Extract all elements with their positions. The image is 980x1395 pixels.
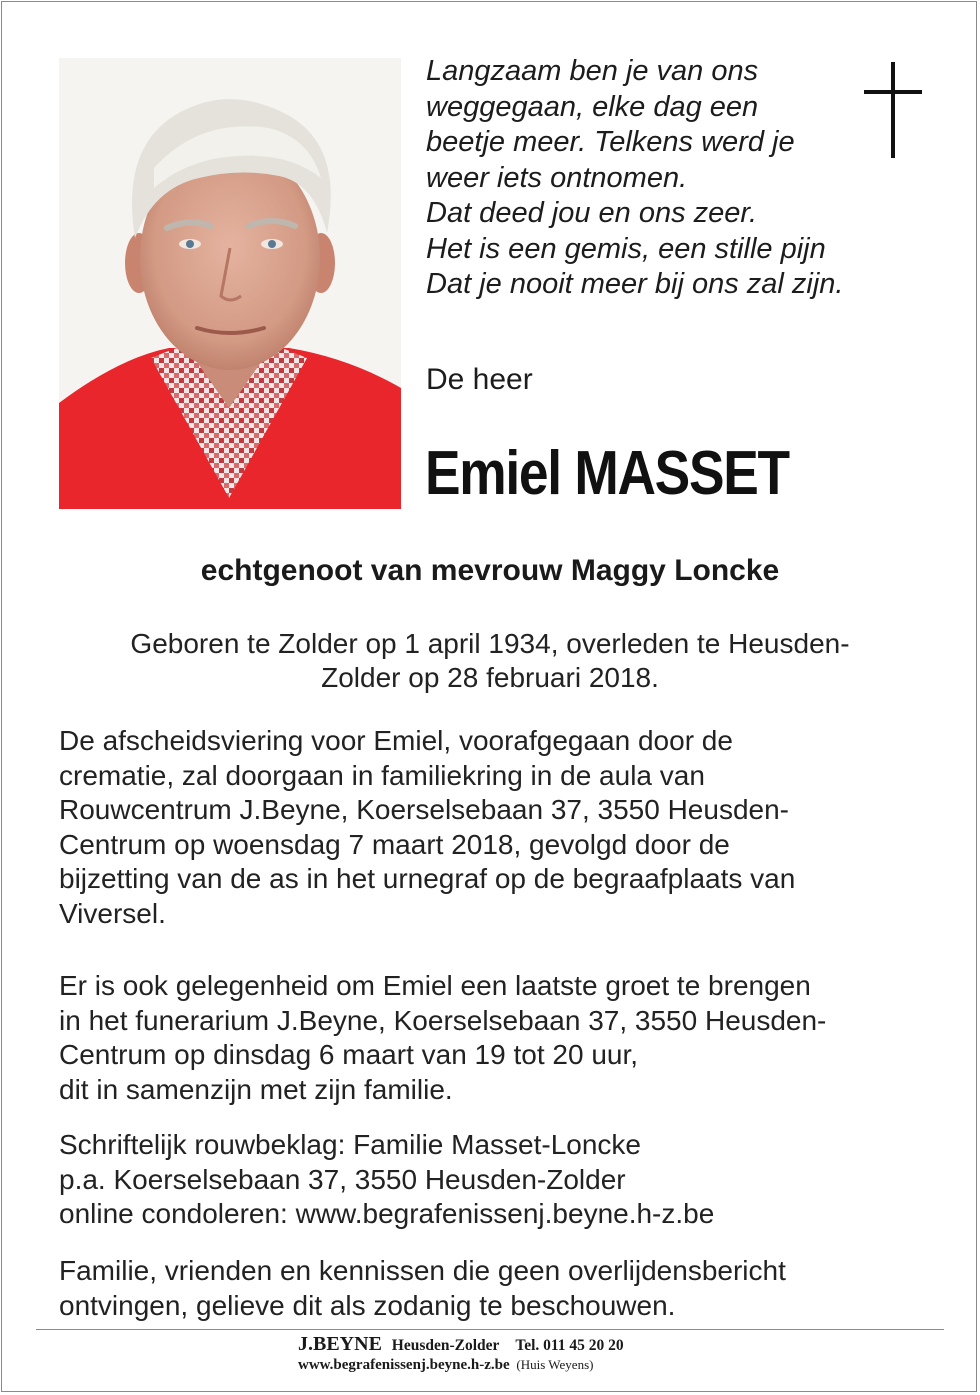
visitation-paragraph (59, 969, 939, 1107)
text-line: Rouwcentrum J.Beyne, Koerselsebaan 37, 3550 Heusden- (59, 794, 789, 825)
poem-line: Dat deed jou en ons zeer. (426, 197, 758, 229)
birth-death-text (60, 627, 920, 695)
poem-line: weggegaan, elke dag een (426, 90, 759, 123)
ceremony-paragraph (59, 724, 939, 931)
text-line: ontvingen, gelieve dit als zodanig te beschouwen. (59, 1289, 676, 1321)
footer-website: www.begrafenissenj.beyne.h-z.be (298, 1357, 510, 1373)
text-line: bijzetting van de as in het urnegraf op de begraafplaats van (59, 863, 796, 894)
footer-phone: Tel. 011 45 20 20 (515, 1337, 624, 1354)
text-line: crematie, zal doorgaan in familiekring in de aula van (59, 759, 705, 791)
condolences-paragraph (59, 1128, 939, 1232)
text-line: online condoleren: www.begrafenissenj.beyne.h-z.be (59, 1198, 715, 1229)
poem-line: Langzaam ben je van ons (426, 55, 759, 87)
poem (426, 54, 906, 303)
text-line: Er is ook gelegenheid om Emiel een laatste groet te brengen (59, 970, 811, 1001)
poem-line: weer iets ontnomen. (426, 161, 688, 194)
latin-cross-icon (864, 62, 922, 165)
text-line: dit in samenzijn met zijn familie. (59, 1073, 453, 1105)
text-line: De afscheidsviering voor Emiel, voorafgegaan door de (59, 725, 733, 756)
text-line: Familie, vrienden en kennissen die geen overlijdensbericht (59, 1255, 786, 1286)
text-line: Zolder op 28 februari 2018. (321, 662, 659, 693)
footer-brand: J.BEYNE (298, 1333, 382, 1355)
text-line: in het funerarium J.Beyne, Koerselsebaan 37, 3550 Heusden- (59, 1004, 827, 1036)
title-prefix: De heer (426, 363, 533, 396)
notice-paragraph (59, 1254, 939, 1323)
footer-city: Heusden-Zolder (391, 1337, 500, 1354)
poem-line: Dat je nooit meer bij ons zal zijn. (426, 268, 844, 300)
text-line: Centrum op woensdag 7 maart 2018, gevolgd door de (59, 828, 730, 860)
portrait-photo (59, 58, 401, 509)
text-line: Centrum op dinsdag 6 maart van 19 tot 20 uur, (59, 1039, 639, 1070)
deceased-name: Emiel MASSET (425, 439, 789, 508)
footer-house: (Huis Weyens) (516, 1357, 594, 1372)
footer-divider (36, 1329, 944, 1330)
text-line: Schriftelijk rouwbeklag: Familie Masset-Loncke (59, 1129, 641, 1160)
funeral-home-footer (298, 1334, 738, 1374)
text-line: p.a. Koerselsebaan 37, 3550 Heusden-Zolder (59, 1163, 626, 1195)
poem-line: beetje meer. Telkens werd je (426, 126, 795, 158)
poem-line: Het is een gemis, een stille pijn (426, 232, 826, 265)
spouse-line: echtgenoot van mevrouw Maggy Loncke (200, 554, 780, 587)
text-line: Viversel. (59, 897, 166, 929)
text-line: Geboren te Zolder op 1 april 1934, overleden te Heusden- (130, 628, 850, 659)
